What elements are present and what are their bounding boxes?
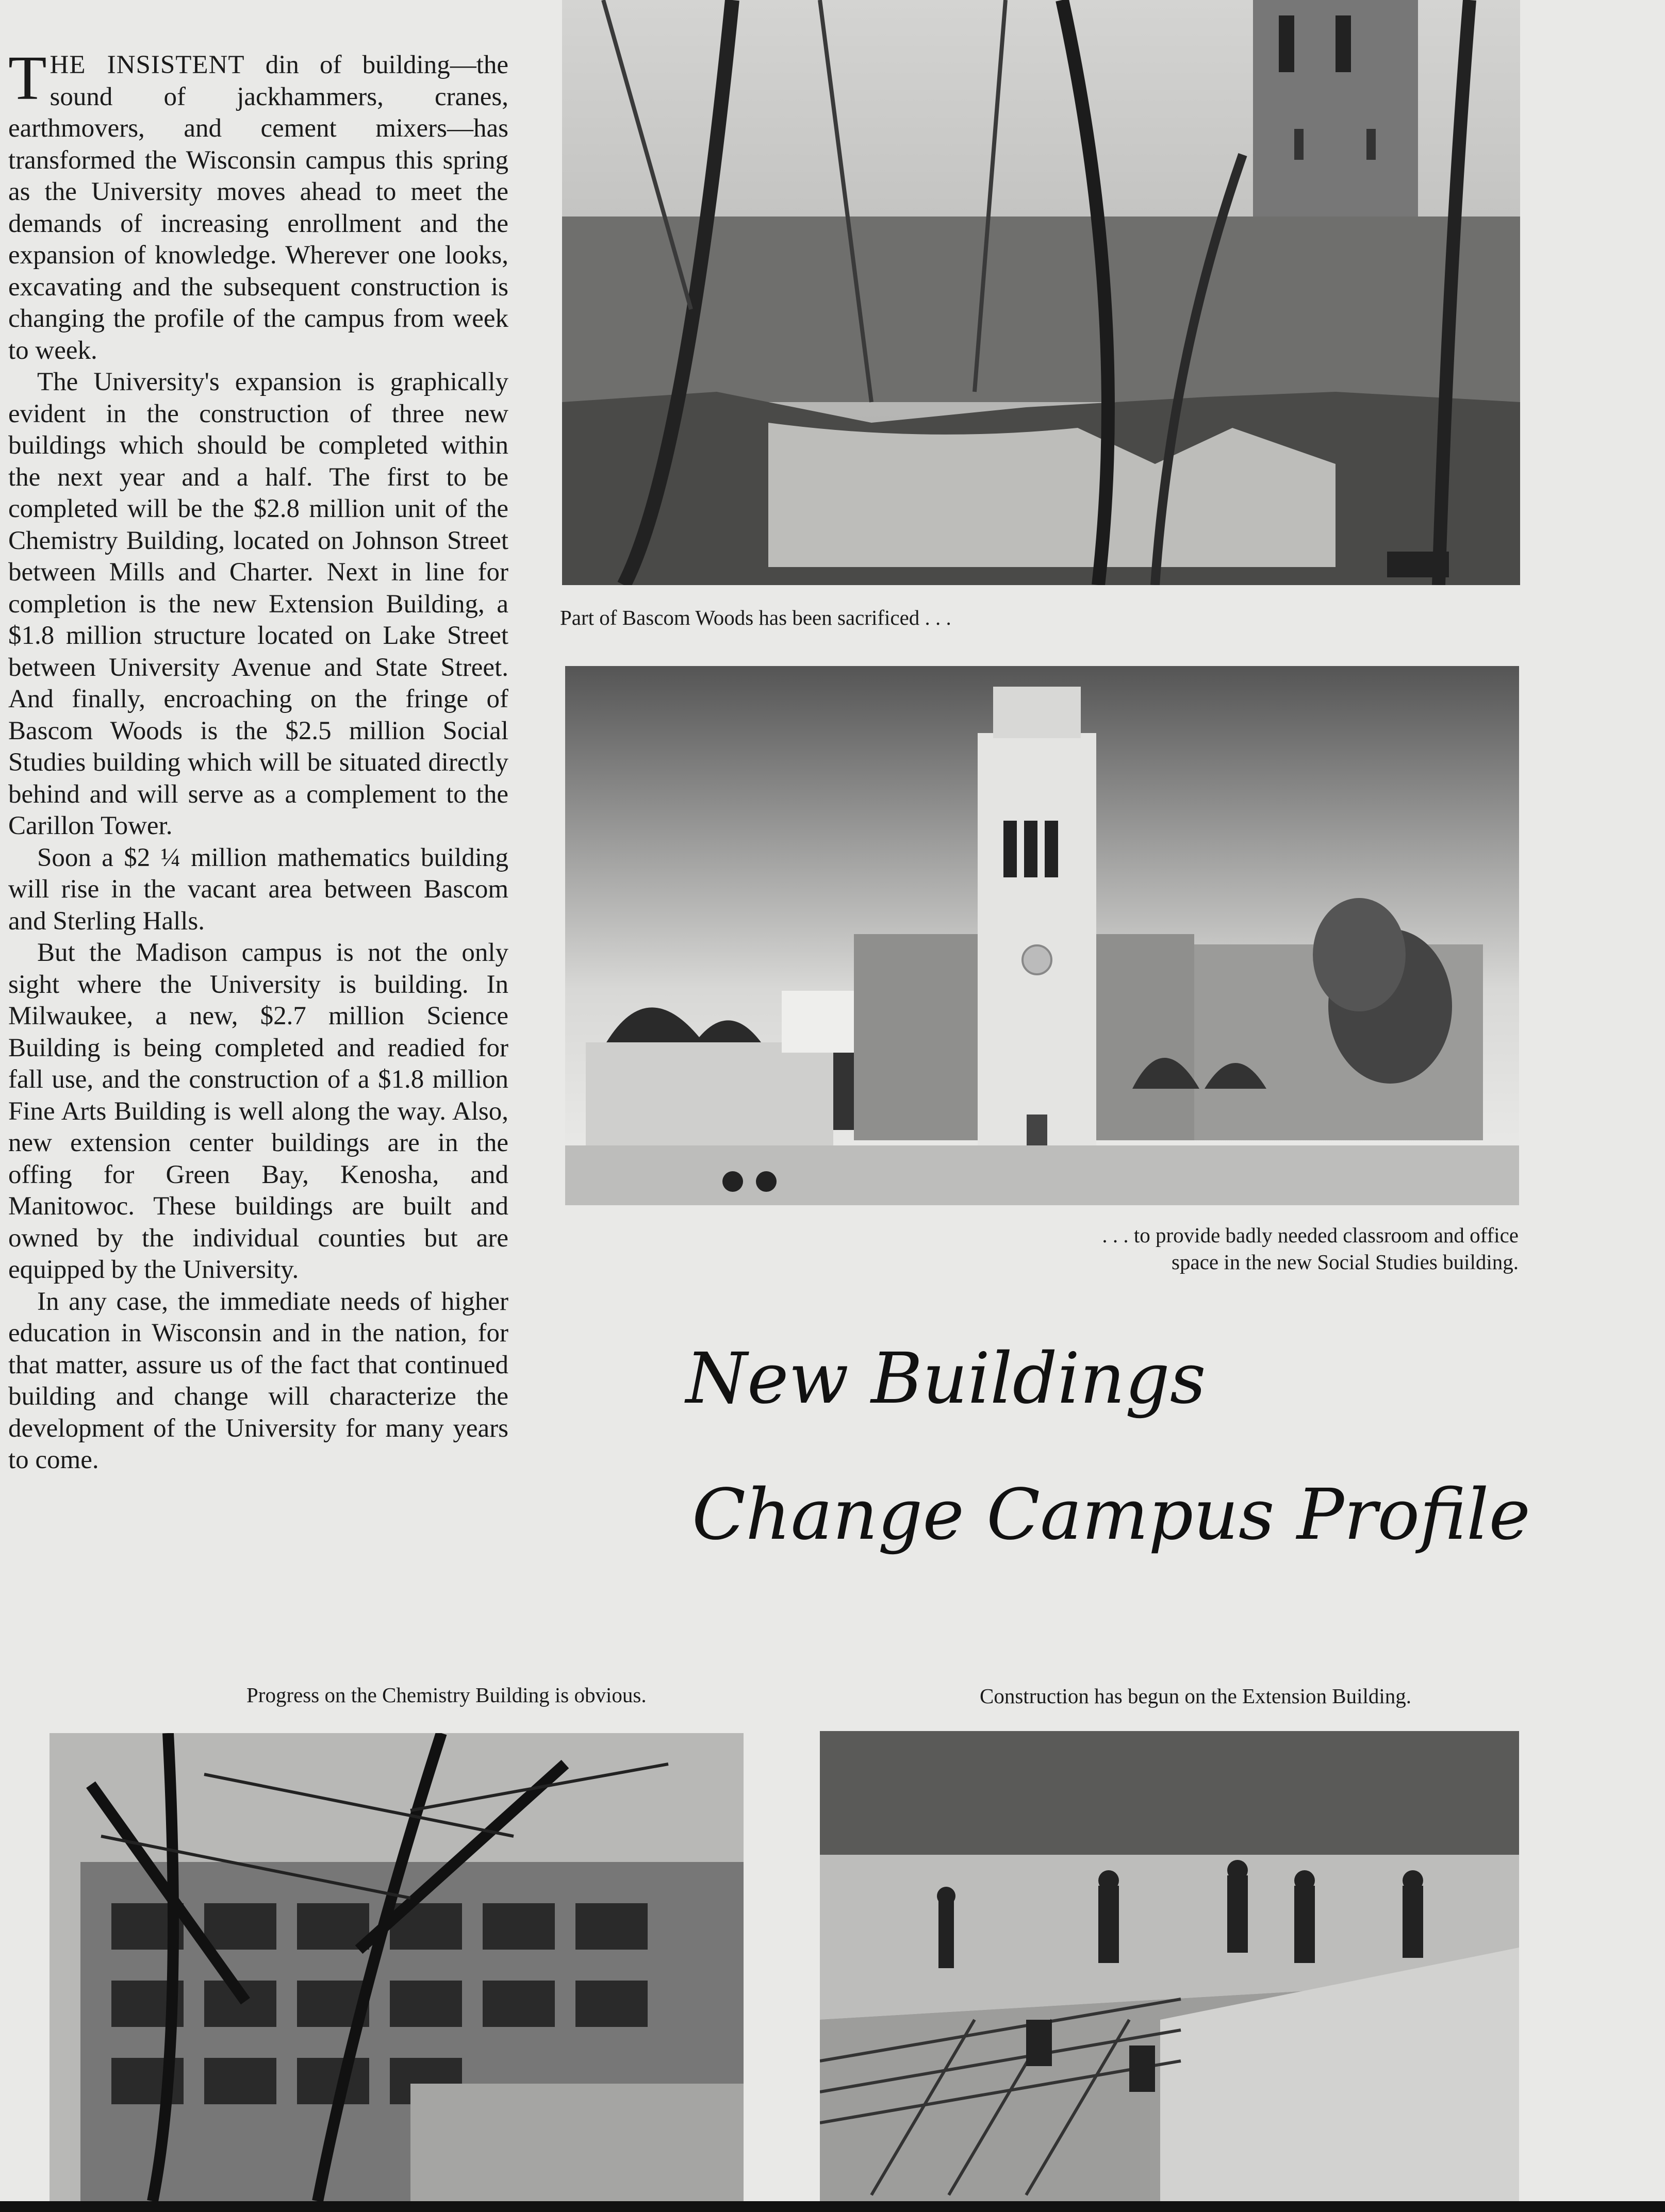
rendering-caption-line-1: . . . to provide badly needed classroom and office <box>1102 1223 1519 1247</box>
social-studies-rendering <box>565 666 1519 1205</box>
headline-line-2: Change Campus Profile <box>692 1474 1530 1556</box>
article-paragraph-4: But the Madison campus is not the only sight where the University is building. In Milwaukee, a new, $2.7 million Science Building is being completed and readied for fall use, and the construction of a $1.8 million Fine Arts Building is well along the way. Also, new extension center buildings are in the offing for Green Bay, Kenosha, and Manitowoc. These buildings are built and owned by the individual counties but are equipped by the University. <box>8 938 508 1284</box>
article-paragraph-1 <box>8 43 508 367</box>
bottom-border <box>0 2201 1665 2212</box>
chemistry-caption: Progress on the Chemistry Building is obvious. <box>246 1683 647 1707</box>
extension-building-photo <box>820 1731 1519 2201</box>
extension-caption: Construction has begun on the Extension Building. <box>980 1684 1412 1708</box>
paragraph-text: din of building—the sound of jackhammers, cranes, earthmovers, and cement mixers—has transformed the Wisconsin campus this spring as the University moves ahead to meet the demands of increasing enrollment and the expansion of knowledge. Wherever one looks, excavating and the subsequent construction is changing the profile of the campus from week to week. <box>8 51 508 365</box>
bascom-woods-caption: Part of Bascom Woods has been sacrificed . . . <box>560 606 951 629</box>
rendering-caption-line-2: space in the new Social Studies building. <box>1172 1250 1519 1274</box>
headline-line-1: New Buildings <box>686 1338 1206 1420</box>
article-paragraph-2: The University's expansion is graphically evident in the construction of three new buildings which should be completed within the next year and a half. The first to be completed will be the $2.8 million unit of the Chemistry Building, located on Johnson Street between Mills and Charter. Next in line for completion is the new Extension Building, a $1.8 million structure located on Lake Street between University Avenue and State Street. And finally, encroaching on the fringe of Bascom Woods is the $2.5 million Social Studies building which will be situated directly behind and will serve as a complement to the Carillon Tower. <box>8 368 508 840</box>
article-body <box>8 43 508 1476</box>
drop-cap: T <box>8 43 47 113</box>
article-paragraph-5: In any case, the immediate needs of higher education in Wisconsin and in the nation, for that matter, assure us of the fact that continued building and change will characterize the development of the University for many years to come. <box>8 1287 508 1474</box>
article-paragraph-3: Soon a $2 ¼ million mathematics building will rise in the vacant area between Bascom and Sterling Halls. <box>8 843 508 936</box>
lead-in: HE INSISTENT <box>50 51 245 79</box>
bascom-woods-photo <box>562 0 1520 585</box>
chemistry-building-photo <box>50 1733 744 2201</box>
